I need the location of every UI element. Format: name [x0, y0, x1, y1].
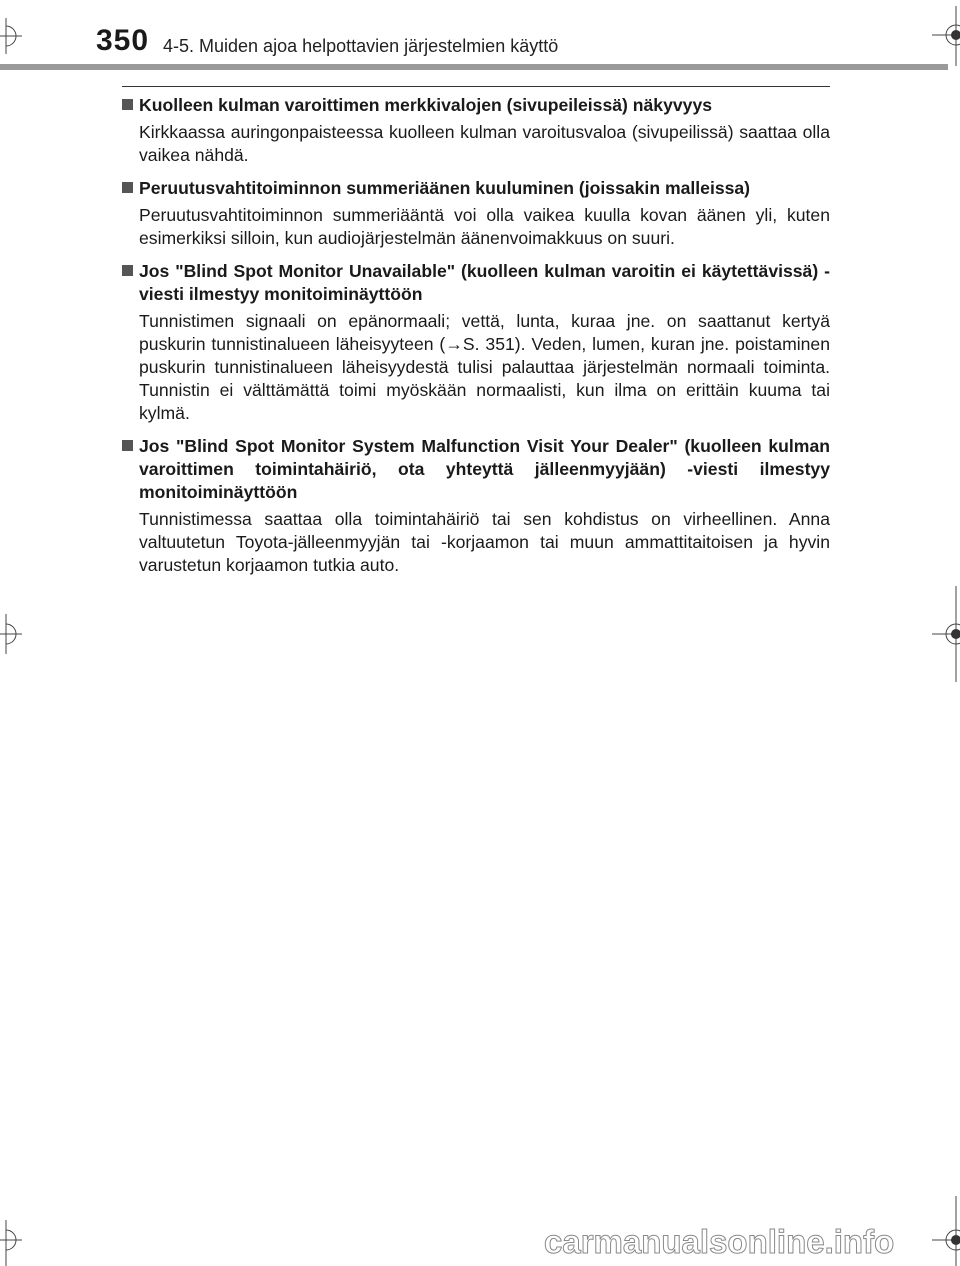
section-heading [122, 260, 830, 306]
section-body: Tunnistimessa saattaa olla toimintahäiriö tai sen kohdistus on virheellinen. Anna valtuutetun Toyota-jälleenmyyjän tai -korjaamon tai muun ammattitaitoisen ja hyvin varustetun korjaamon tutkia auto. [139, 509, 830, 575]
registration-mark-top-right [932, 6, 960, 66]
section-unavailable-message [122, 260, 830, 425]
square-bullet-icon [122, 265, 133, 276]
section-heading [122, 177, 830, 200]
heading-text: Jos "Blind Spot Monitor System Malfunction Visit Your Dealer" (kuolleen kulman varoittimen toimintahäiriö, ota yhteyttä jälleenmyyjään) -viesti ilmestyy monitoiminäyttöön [139, 436, 830, 502]
main-content [122, 94, 830, 587]
section-buzzer [122, 177, 830, 250]
section-malfunction-message [122, 435, 830, 577]
square-bullet-icon [122, 182, 133, 193]
section-heading [122, 435, 830, 504]
square-bullet-icon [122, 99, 133, 110]
site-watermark-logo [540, 1222, 940, 1262]
heading-text: Kuolleen kulman varoittimen merkkivalojen (sivupeileissä) näkyvyys [139, 95, 713, 115]
crop-mark-top-left [0, 18, 24, 54]
header-bar [0, 64, 948, 70]
chapter-title: 4-5. Muiden ajoa helpottavien järjestelmien käyttö [163, 36, 559, 56]
section-body: Peruutusvahtitoiminnon summeriääntä voi olla vaikea kuulla kovan äänen yli, kuten esimerkiksi silloin, kun audiojärjestelmän äänenvoimakkuus on suuri. [139, 205, 830, 248]
heading-text: Peruutusvahtitoiminnon summeriäänen kuuluminen (joissakin malleissa) [139, 178, 751, 198]
section-body: Kirkkaassa auringonpaisteessa kuolleen kulman varoitusvaloa (sivupeilissä) saattaa olla vaikea nähdä. [139, 122, 830, 165]
square-bullet-icon [122, 440, 133, 451]
section-heading [122, 94, 830, 117]
heading-text: Jos "Blind Spot Monitor Unavailable" (kuolleen kulman varoitin ei käytettävissä) -viesti ilmestyy monitoiminäyttöön [139, 261, 830, 304]
page-reference-text: S. 351). Veden, lumen, kuran jne. poistaminen puskurin tunnistinalueen läheisyydestä tulisi palauttaa järjestelmän normaali toiminta. Tunnistin ei välttämättä toimi myöskään normaalisti, kun ilma on erittäin kuuma tai kylmä. [139, 334, 830, 423]
registration-mark-mid-right [932, 586, 960, 682]
section-sidemirror-visibility [122, 94, 830, 167]
section-divider [122, 86, 830, 87]
svg-text:carmanualsonline.info: carmanualsonline.info [544, 1223, 895, 1260]
arrow-icon: → [445, 334, 463, 354]
section-body [122, 310, 830, 425]
crop-mark-bottom-left [0, 1220, 24, 1266]
crop-mark-mid-left [0, 614, 24, 654]
page-number: 350 [96, 24, 150, 57]
body-text-part: Tunnistimen signaali on epänormaali; vettä, lunta, kuraa jne. on saattanut kertyä puskurin tunnistinalueen läheisyyteen ( [139, 311, 830, 354]
